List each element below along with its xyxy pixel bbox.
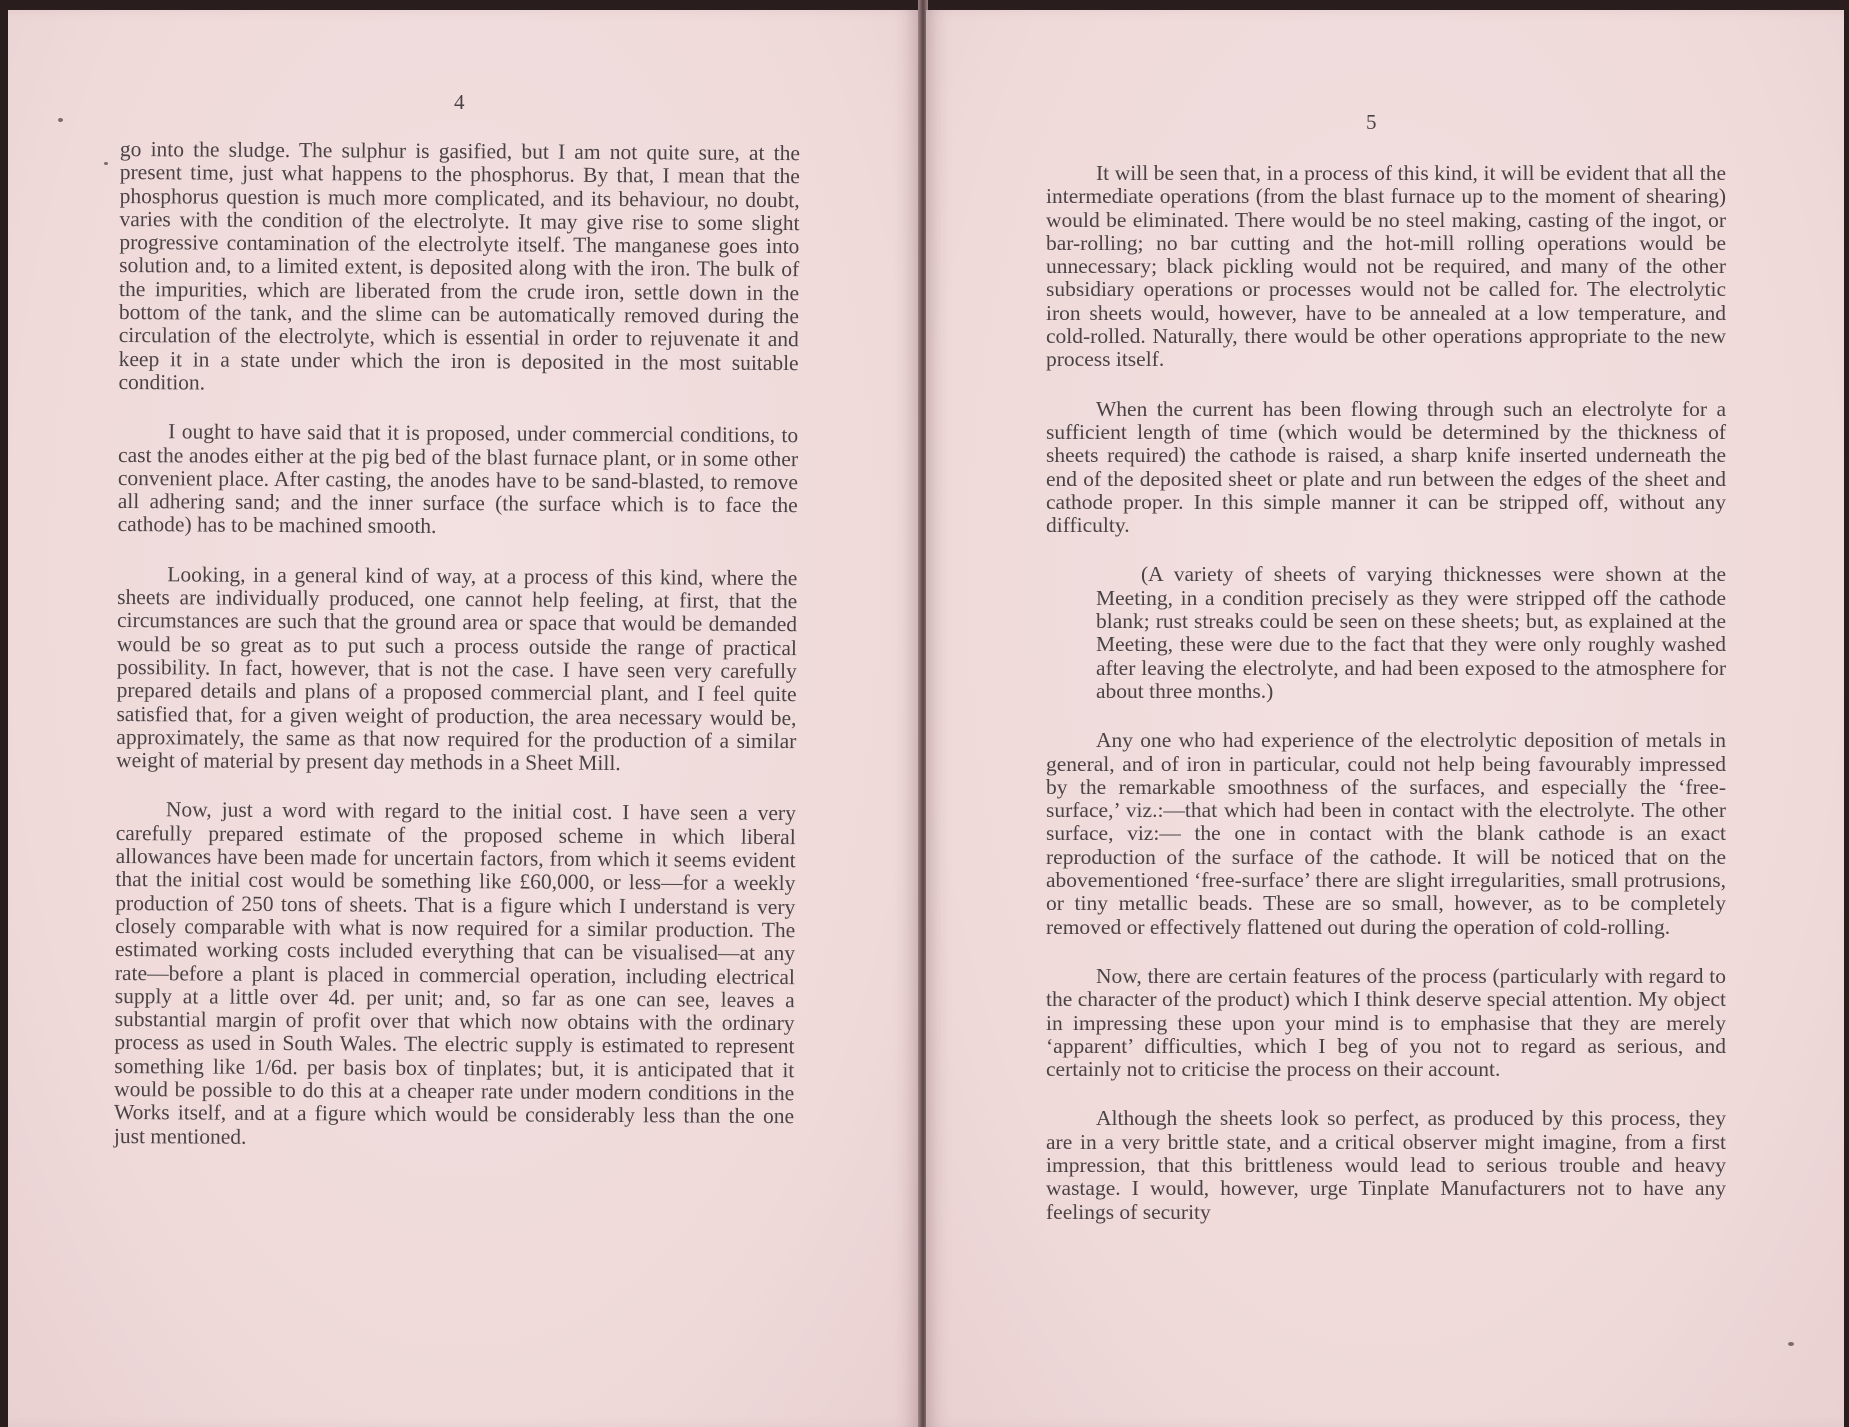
paper-speck (58, 118, 63, 122)
left-page (8, 10, 920, 1427)
quoted-paragraph: (A variety of sheets of varying thicknesses were shown at the Meeting, in a condition precisely as they were stripped off the cathode blank; rust streaks could be seen on these sheets; but, as explained at the Meeting, these were due to the fact that they were only roughly washed after leaving the electrolyte, and had been exposed to the atmosphere for about three months.) (1096, 562, 1726, 703)
paragraph: It will be seen that, in a process of this kind, it will be evident that all the intermediate operations (from the blast furnace up to the moment of shearing) would be eliminated. There would be no steel making, casting of the ingot, or bar-rolling; no bar cutting and the hot-mill rolling operations would be unnecessary; black pickling would not be required, and many of the other subsidiary operations or processes would not be called for. The electrolytic iron sheets would, however, have to be annealed at a low temperature, and cold-rolled. Naturally, there would be other operations appropriate to the new process itself. (1046, 161, 1726, 372)
paragraph: When the current has been flowing through such an electrolyte for a sufficient length of time (which would be determined by the thickness of sheets required) the cathode is raised, a sharp knife inserted underneath the end of the deposited sheet or plate and run between the edges of the sheet and cathode proper. In this simple manner it can be stripped off, without any difficulty. (1046, 396, 1726, 538)
paper-speck (1788, 1342, 1794, 1346)
right-page (926, 10, 1844, 1427)
page-number-right: 5 (1366, 110, 1377, 134)
left-text-column (114, 138, 800, 1178)
paragraph: Now, there are certain features of the process (particularly with regard to the character of the product) which I think deserve special attention. My object in impressing these upon your mind is to emphasise that they are merely ‘apparent’ difficulties, which I beg of you not to regard as serious, and certainly not to criticise the process on their account. (1046, 963, 1726, 1082)
paper-speck (104, 162, 108, 165)
paragraph: go into the sludge. The sulphur is gasified, but I am not quite sure, at the present time, just what happens to the phosphorus. By that, I mean that the phosphorus question is much more complicated, and its behaviour, no doubt, varies with the condition of the electrolyte. It may give rise to some slight progressive contamination of the electrolyte itself. The manganese goes into solution and, to a limited extent, is deposited along with the iron. The bulk of the impurities, which are liberated from the crude iron, settle down in the bottom of the tank, and the slime can be automatically removed during the circulation of the electrolyte, which is essential in order to rejuvenate it and keep it in a state under which the iron is deposited in the most suitable condition. (118, 137, 800, 395)
paragraph: Although the sheets look so perfect, as produced by this process, they are in a very brittle state, and a critical observer might imagine, from a first impression, that this brittleness would lead to serious trouble and heavy wastage. I would, however, urge Tinplate Manufacturers not to have any feelings of security (1046, 1106, 1726, 1224)
paragraph: Any one who had experience of the electrolytic deposition of metals in general, and of iron in particular, could not help being favourably impressed by the remarkable smoothness of the surfaces, and especially the ‘free-surface,’ viz.:—that which had been in contact with the electrolyte. The other surface, viz:— the one in contact with the blank cathode is an exact reproduction of the surface of the cathode. It will be noticed that on the abovementioned ‘free-surface’ there are slight irregularities, small protrusions, or tiny metallic beads. These are so small, however, as to be completely removed or effectively flattened out during the operation of cold-rolling. (1046, 728, 1726, 939)
right-text-column (1046, 162, 1726, 1250)
page-number-left: 4 (454, 90, 465, 114)
paragraph: Looking, in a general kind of way, at a process of this kind, where the sheets are individually produced, one cannot help feeling, at first, that the circumstances are such that the ground area or space that would be demanded would be so great as to put such a process outside the range of practical possibility. In fact, however, that is not the case. I have seen very carefully prepared details and plans of a proposed commercial plant, and I feel quite satisfied that, for a given weight of production, the area necessary would be, approximately, the same as that now required for the production of a similar weight of material by present day methods in a Sheet Mill. (116, 562, 798, 776)
paragraph: Now, just a word with regard to the initial cost. I have seen a very carefully prepared estimate of the proposed scheme in which liberal allowances have been made for uncertain factors, from which it seems evident that the initial cost would be something like £60,000, or less—for a weekly production of 250 tons of sheets. That is a figure which I understand is very closely comparable with what is now required for a similar production. The estimated working costs included everything that can be visualised—at any rate—before a plant is placed in commercial operation, including electrical supply at a little over 4d. per unit; and, so far as one can see, leaves a substantial margin of profit over that which now obtains with the ordinary process as used in South Wales. The electric supply is estimated to represent something like 1/6d. per basis box of tinplates; but, it is anticipated that it would be possible to do this at a cheaper rate under modern conditions in the Works itself, and at a figure which would be considerably less than the one just mentioned. (113, 797, 796, 1149)
paragraph: I ought to have said that it is proposed, under commercial conditions, to cast the anodes either at the pig bed of the blast furnace plant, or in some other convenient place. After casting, the anodes have to be sand-blasted, to remove all adhering sand; and the inner surface (the surface which is to face the cathode) has to be machined smooth. (117, 419, 799, 539)
